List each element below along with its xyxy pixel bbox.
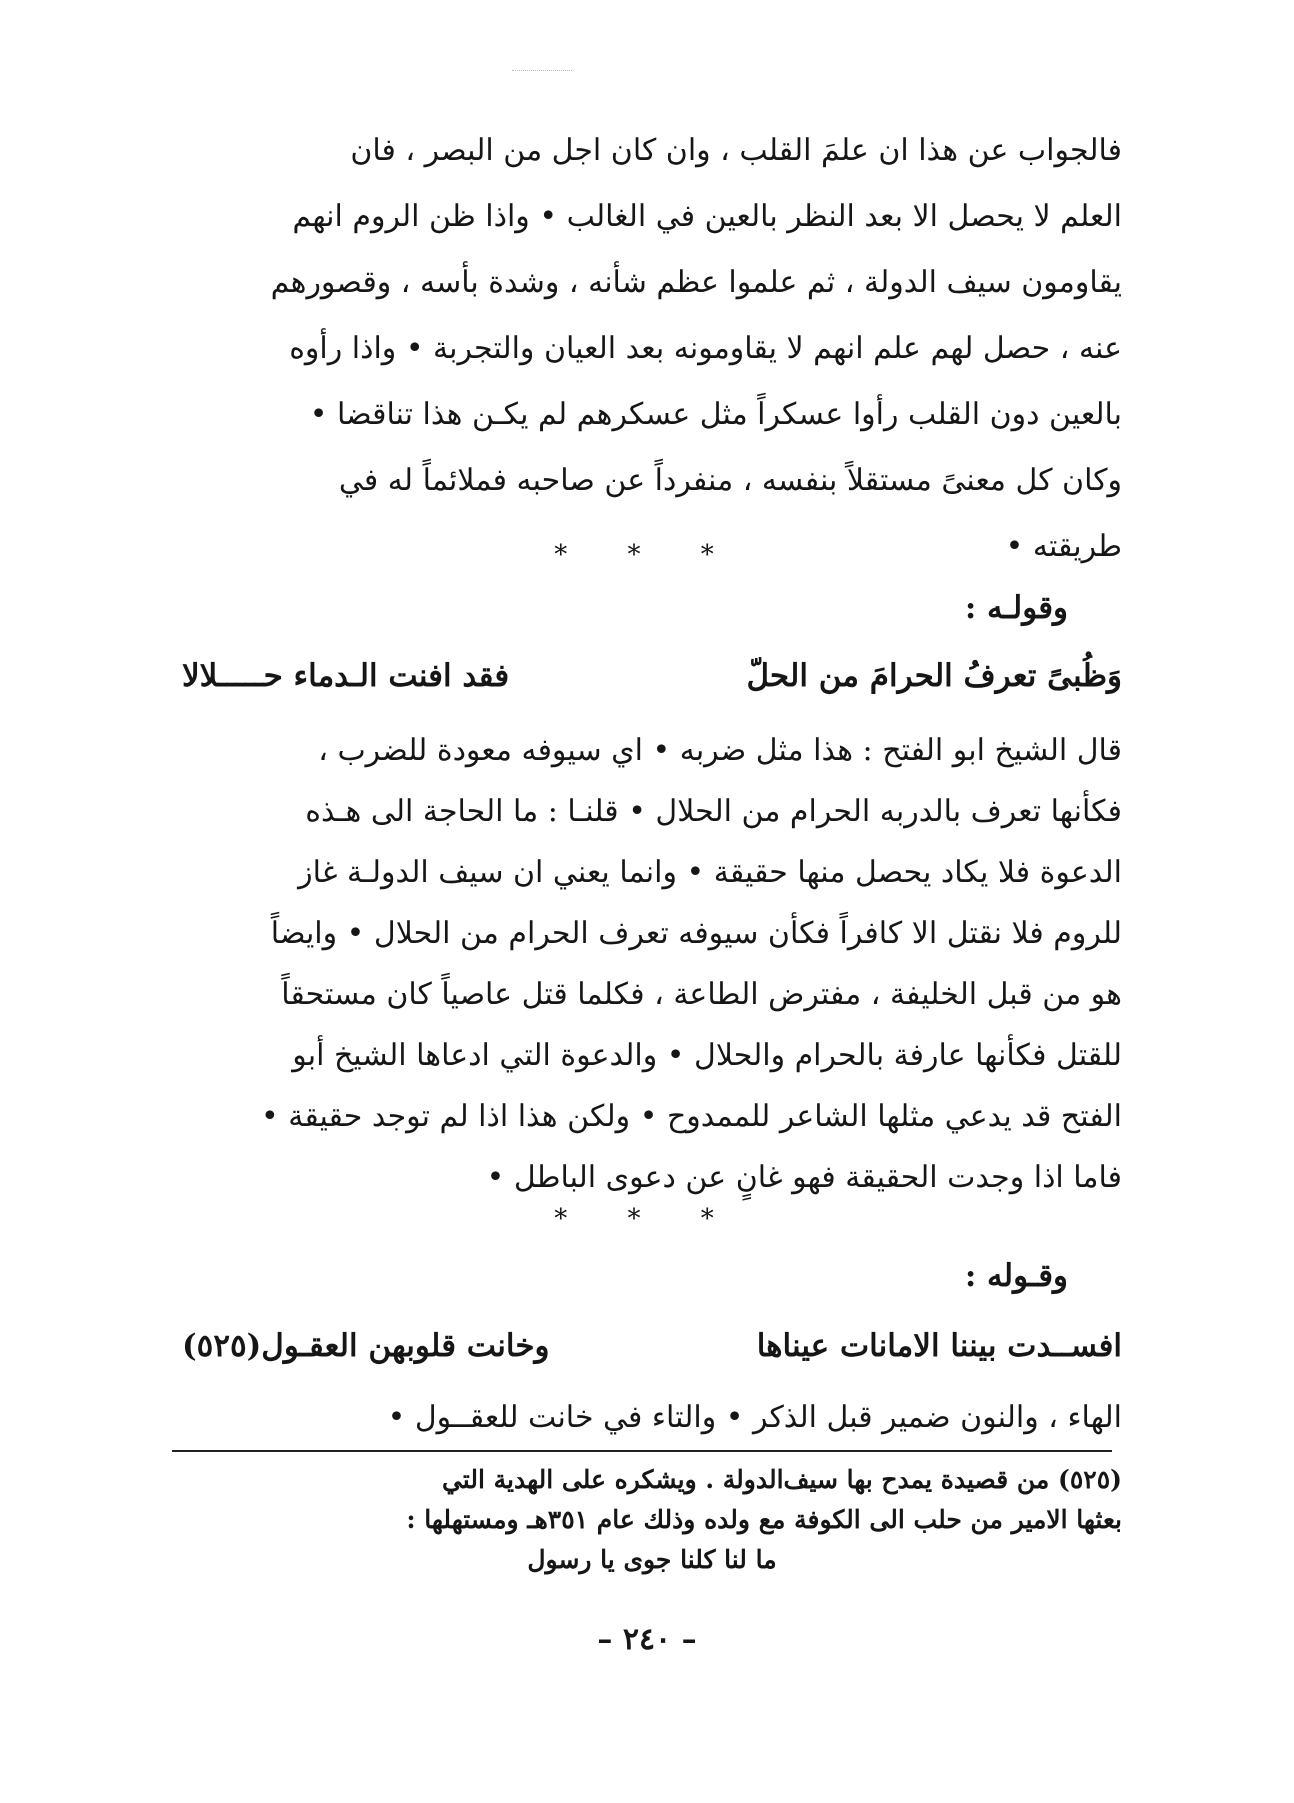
text-line: الدعوة فلا يكاد يحصل منها حقيقة • وانما يعني ان سيف الدولـة غاز: [298, 855, 1122, 890]
text-line: فالجواب عن هذا ان علمَ القلب ، وان كان اجل من البصر ، فان: [350, 133, 1122, 168]
text-line: للقتل فكأنها عارفة بالحرام والحلال • والدعوة التي ادعاها الشيخ أبو: [292, 1038, 1122, 1073]
section-heading: وقـوله :: [964, 1258, 1068, 1294]
verse-first-hemistich: افســدت بيننا الامانات عيناها: [756, 1328, 1122, 1364]
poem-verse: [182, 658, 1122, 694]
paragraph-grammar-note: [182, 1393, 1122, 1443]
text-line: يقاومون سيف الدولة ، ثم علموا عظم شأنه ، وشدة بأسه ، وقصورهم: [270, 265, 1122, 300]
text-line: بالعين دون القلب رأوا عسكراً مثل عسكرهم لم يكـن هذا تناقضا •: [309, 397, 1122, 432]
section-separator-stars: * * *: [554, 540, 740, 570]
verse-first-hemistich: وَظُبىً تعرفُ الحرامَ من الحلّ: [746, 658, 1122, 694]
text-line: الفتح قد يدعي مثلها الشاعر للممدوح • ولكن هذا اذا لم توجد حقيقة •: [261, 1099, 1122, 1134]
section-separator-stars: * * *: [554, 1204, 740, 1234]
footnote-line: بعثها الامير من حلب الى الكوفة مع ولده وذلك عام ٣٥١هـ ومستهلها :: [406, 1505, 1122, 1534]
scan-speck: [512, 70, 572, 73]
poem-verse: [182, 1328, 1122, 1364]
footnote-line: (٥٢٥) من قصيدة يمدح بها سيف‌الدولة . ويشكره على الهدية التي: [441, 1465, 1122, 1494]
section-heading: وقولـه :: [964, 590, 1068, 626]
text-line: عنه ، حصل لهم علم انهم لا يقاومونه بعد العيان والتجربة • واذا رأوه: [289, 331, 1122, 366]
footnote: [182, 1460, 1122, 1580]
footnote-divider: [172, 1450, 1112, 1452]
text-line: الهاء ، والنون ضمير قبل الذكر • والتاء في خانت للعقــول •: [387, 1400, 1122, 1435]
text-line: للروم فلا نقتل الا كافراً فكأن سيوفه تعرف الحرام من الحلال • وايضاً: [270, 916, 1122, 951]
text-line: فاما اذا وجدت الحقيقة فهو غانٍ عن دعوى الباطل •: [486, 1160, 1122, 1195]
paragraph-commentary: [182, 720, 1122, 1208]
text-line: قال الشيخ ابو الفتح : هذا مثل ضربه • اي سيوفه معودة للضرب ،: [318, 733, 1122, 768]
text-line: طريقته •: [1005, 529, 1122, 564]
text-line: وكان كل معنىً مستقلاً بنفسه ، منفرداً عن صاحبه فملائماً له في: [338, 463, 1122, 498]
verse-second-hemistich: وخانت قلوبهن العقـول(٥٢٥): [182, 1328, 550, 1364]
text-line: هو من قبل الخليفة ، مفترض الطاعة ، فكلما قتل عاصياً كان مستحقاً: [281, 977, 1122, 1012]
verse-second-hemistich: فقد افنت الـدماء حـــــلالا: [182, 658, 510, 694]
footnote-poem-opening: ما لنا كلنا جوى يا رسول: [527, 1545, 777, 1574]
page-number: – ٢٤٠ –: [597, 1622, 697, 1657]
paragraph-answer: [182, 118, 1122, 580]
text-line: فكأنها تعرف بالدربه الحرام من الحلال • قلنـا : ما الحاجة الى هـذه: [305, 794, 1122, 829]
text-line: العلم لا يحصل الا بعد النظر بالعين في الغالب • واذا ظن الروم انهم: [292, 199, 1122, 234]
